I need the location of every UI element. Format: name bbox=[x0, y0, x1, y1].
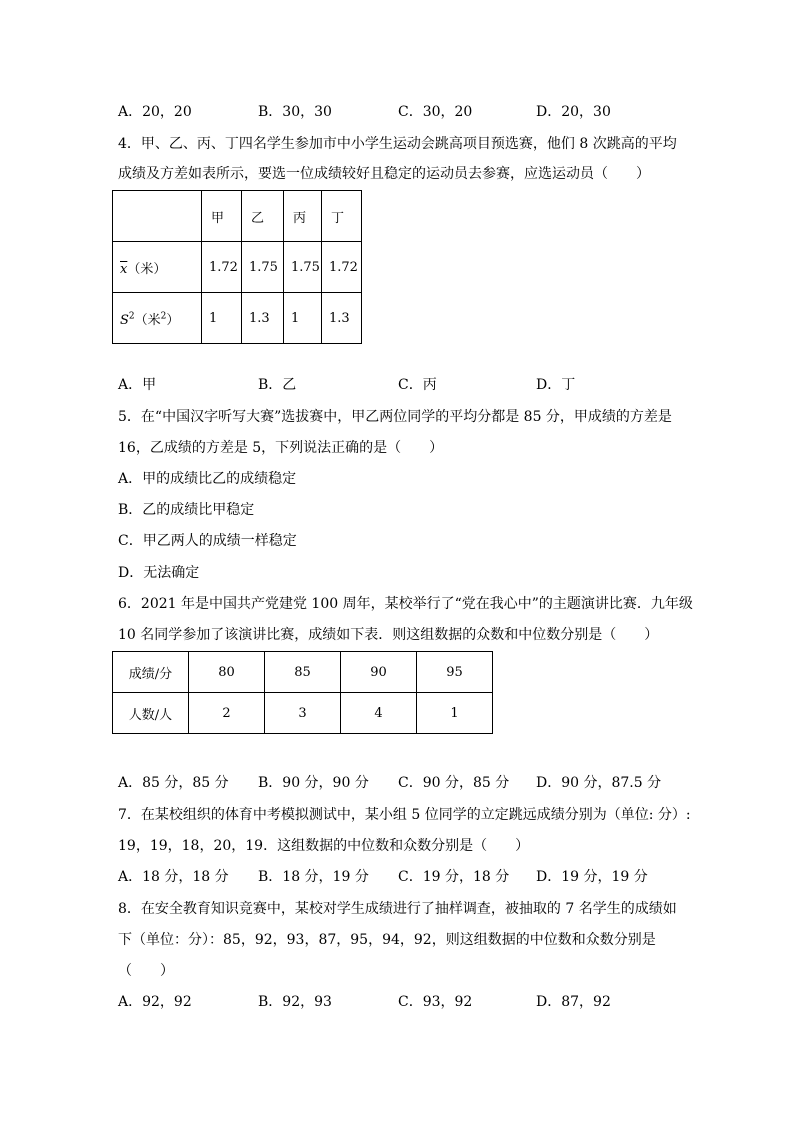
option-d: D．19 分，19 分 bbox=[536, 869, 648, 885]
table-row bbox=[113, 693, 493, 734]
unit: （米） bbox=[127, 261, 167, 277]
table-header: 人数/人 bbox=[113, 693, 189, 734]
unit: （米 bbox=[134, 312, 161, 328]
table-cell: 80 bbox=[189, 652, 265, 693]
q8-stem-line2: 下（单位：分）：85，92，93，87，95，94，92，则这组数据的中位数和众数分别是 bbox=[118, 932, 656, 948]
table-cell: 3 bbox=[265, 693, 341, 734]
table-cell: 1 bbox=[284, 293, 322, 344]
table-cell: 1.75 bbox=[242, 242, 284, 293]
q8-stem-line3: （ ） bbox=[118, 963, 174, 979]
table-header: 甲 bbox=[202, 191, 242, 242]
option-a: A．85 分，85 分 bbox=[118, 775, 229, 791]
option-b: B．90 分，90 分 bbox=[258, 775, 369, 791]
q5-option-a: A．甲的成绩比乙的成绩稳定 bbox=[118, 471, 297, 487]
table-header: 成绩/分 bbox=[113, 652, 189, 693]
table-cell: 4 bbox=[341, 693, 417, 734]
option-c: C．30，20 bbox=[398, 104, 473, 120]
q7-stem-line2: 19，19，18，20，19．这组数据的中位数和众数分别是（ ） bbox=[118, 838, 530, 854]
q3-options bbox=[118, 102, 678, 122]
table-cell: 95 bbox=[417, 652, 493, 693]
q6-options bbox=[118, 773, 678, 793]
exponent: 2 bbox=[128, 311, 135, 322]
mean-symbol: $\overline{x}$ bbox=[120, 261, 128, 277]
q8-stem-line1: 8．在安全教育知识竞赛中，某校对学生成绩进行了抽样调查，被抽取的 7 名学生的成绩如 bbox=[118, 901, 677, 917]
table-cell: 85 bbox=[265, 652, 341, 693]
option-a: A．18 分，18 分 bbox=[118, 869, 229, 885]
q7-stem-line1: 7．在某校组织的体育中考模拟测试中，某小组 5 位同学的立定跳远成绩分别为（单位: 分）: bbox=[118, 807, 691, 823]
q5-option-b: B．乙的成绩比甲稳定 bbox=[118, 502, 255, 518]
row-label-mean bbox=[113, 242, 202, 293]
variance-symbol: S bbox=[120, 312, 129, 328]
q4-stem-line1: 4．甲、乙、丙、丁四名学生参加市中小学生运动会跳高项目预选赛，他们 8 次跳高的平均 bbox=[118, 136, 677, 152]
option-d: D．90 分，87.5 分 bbox=[536, 775, 662, 791]
table-row bbox=[113, 293, 362, 344]
table-row bbox=[113, 242, 362, 293]
option-d: D．丁 bbox=[536, 377, 576, 393]
q6-stem-line2: 10 名同学参加了该演讲比赛，成绩如下表．则这组数据的众数和中位数分别是（ ） bbox=[118, 627, 659, 643]
option-b: B．乙 bbox=[258, 377, 297, 393]
q5-stem-line1: 5．在“中国汉字听写大赛”选拔赛中，甲乙两位同学的平均分都是 85 分，甲成绩的方差是 bbox=[118, 409, 672, 425]
q5-stem-line2: 16，乙成绩的方差是 5，下列说法正确的是（ ） bbox=[118, 440, 444, 456]
q4-stem-line2: 成绩及方差如表所示，要选一位成绩较好且稳定的运动员去参赛，应选运动员（ ） bbox=[118, 166, 650, 182]
option-a: A．20，20 bbox=[118, 104, 192, 120]
option-d: D．87，92 bbox=[536, 994, 611, 1010]
table-cell: 1.3 bbox=[242, 293, 284, 344]
option-c: C．93，92 bbox=[398, 994, 473, 1010]
q7-options bbox=[118, 867, 678, 887]
table-cell: 2 bbox=[189, 693, 265, 734]
option-b: B．30，30 bbox=[258, 104, 332, 120]
table-header: 丙 bbox=[284, 191, 322, 242]
q4-options bbox=[118, 375, 678, 395]
table-cell: 1 bbox=[202, 293, 242, 344]
table-cell bbox=[113, 191, 202, 242]
table-cell: 1 bbox=[417, 693, 493, 734]
exponent: 2 bbox=[160, 311, 167, 322]
option-c: C．丙 bbox=[398, 377, 437, 393]
table-cell: 1.72 bbox=[202, 242, 242, 293]
q6-table bbox=[112, 651, 493, 734]
option-b: B．18 分，19 分 bbox=[258, 869, 369, 885]
unit-close: ） bbox=[166, 312, 180, 328]
option-c: C．90 分，85 分 bbox=[398, 775, 510, 791]
option-b: B．92，93 bbox=[258, 994, 332, 1010]
table-cell: 90 bbox=[341, 652, 417, 693]
option-a: A．甲 bbox=[118, 377, 157, 393]
table-header: 丁 bbox=[322, 191, 362, 242]
option-a: A．92，92 bbox=[118, 994, 192, 1010]
option-c: C．19 分，18 分 bbox=[398, 869, 510, 885]
table-cell: 1.72 bbox=[322, 242, 362, 293]
option-d: D．20，30 bbox=[536, 104, 611, 120]
row-label-variance bbox=[113, 293, 202, 344]
table-cell: 1.75 bbox=[284, 242, 322, 293]
table-row bbox=[113, 191, 362, 242]
table-cell: 1.3 bbox=[322, 293, 362, 344]
q5-option-c: C．甲乙两人的成绩一样稳定 bbox=[118, 533, 297, 549]
table-header: 乙 bbox=[242, 191, 284, 242]
q4-table bbox=[112, 190, 362, 344]
table-row bbox=[113, 652, 493, 693]
q8-options bbox=[118, 992, 678, 1012]
q5-option-d: D．无法确定 bbox=[118, 565, 200, 581]
q6-stem-line1: 6．2021 年是中国共产党建党 100 周年，某校举行了“党在我心中”的主题演讲比赛．九年级 bbox=[118, 596, 693, 612]
